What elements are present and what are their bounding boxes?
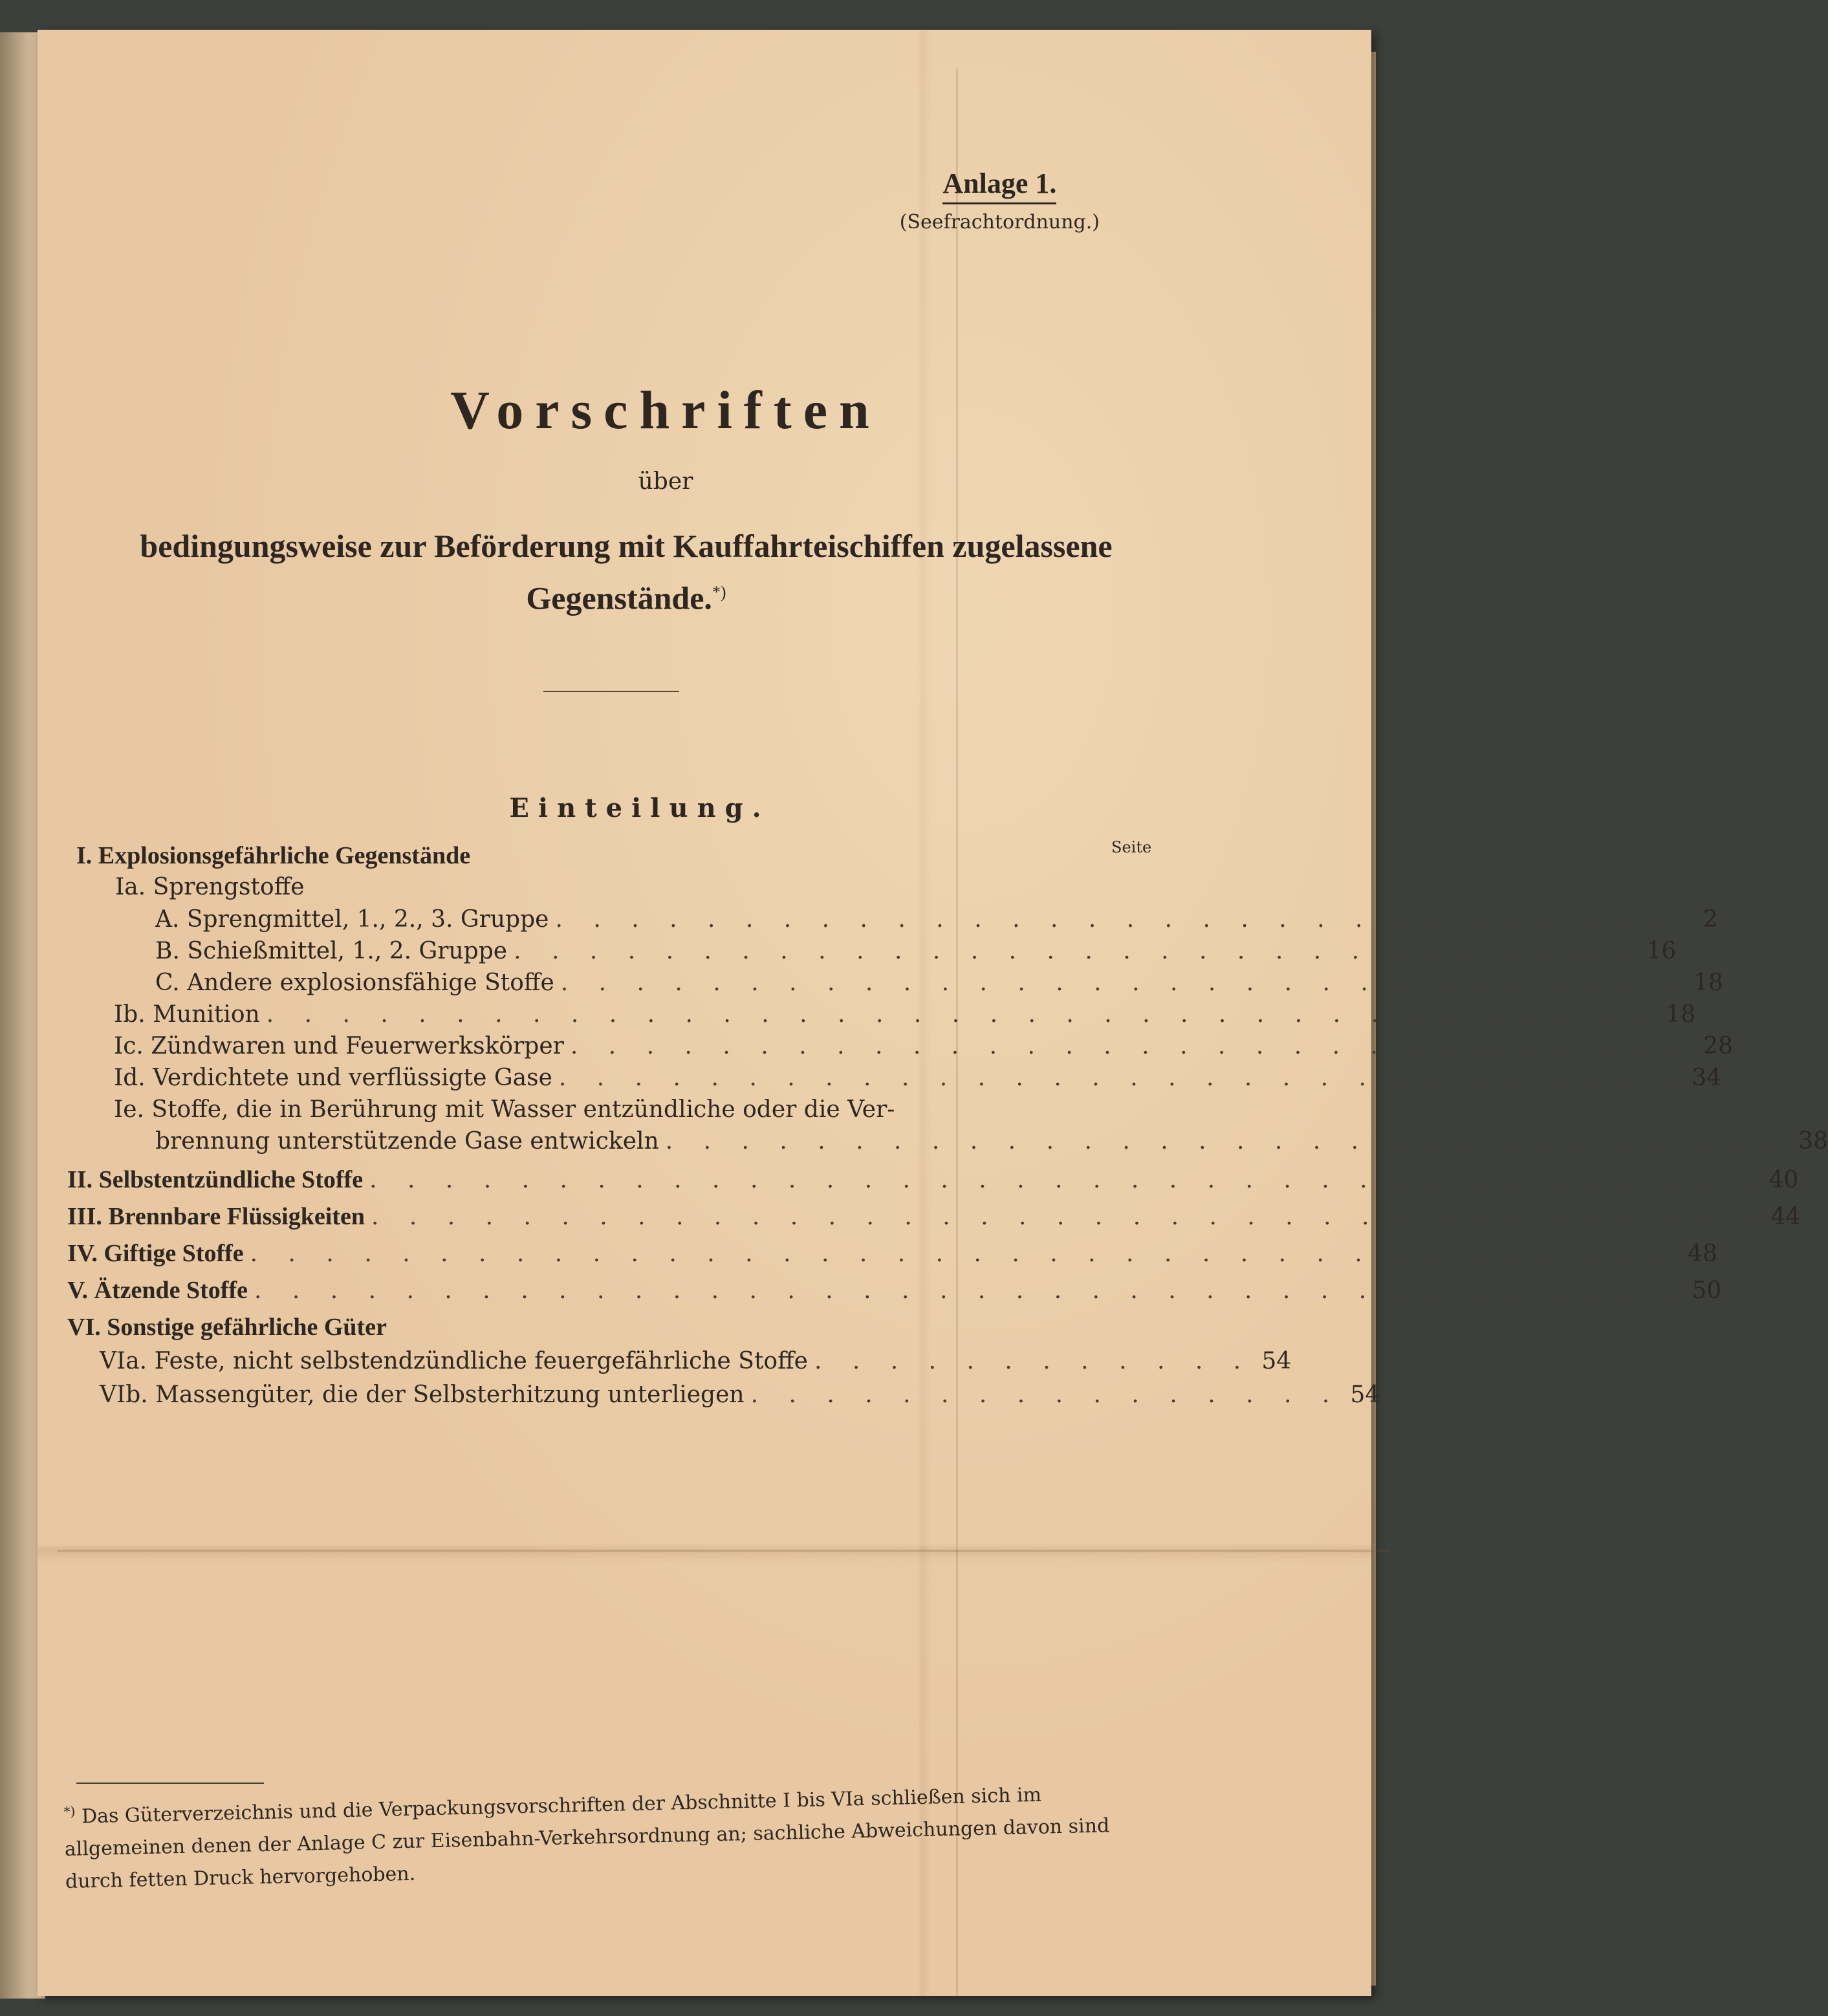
toc-entry bbox=[67, 1313, 908, 1341]
leader-dots: . . . . . . . . . . . . . . . . . . . . . . . . . . . . . . bbox=[555, 906, 1679, 933]
toc-entry-label: VIa. Feste, nicht selbstendzündliche feuergefährliche Stoffe bbox=[100, 1348, 808, 1374]
toc-entry-label: III. Brennbare Flüssigkeiten bbox=[67, 1203, 365, 1230]
toc-entry bbox=[155, 938, 1677, 964]
footnote-reference: *) bbox=[712, 583, 726, 602]
toc-entry-label: B. Schießmittel, 1., 2. Gruppe bbox=[155, 938, 508, 964]
toc-entry bbox=[67, 1202, 1801, 1231]
toc-entry-page: 18 bbox=[1693, 970, 1723, 996]
toc-entry-label: V. Ätzende Stoffe bbox=[67, 1277, 248, 1304]
toc-entry-page: 54 bbox=[1261, 1348, 1292, 1374]
leader-dots: . . . . . . . . . . . . . . . . . . . . . . . . . . . . . . bbox=[560, 970, 1684, 996]
toc-entry-label: Ib. Munition bbox=[114, 1001, 260, 1028]
toc-entry-page: 44 bbox=[1770, 1204, 1801, 1230]
toc-entry bbox=[114, 1001, 1696, 1028]
toc-entry-page: 54 bbox=[1350, 1382, 1380, 1408]
page-title: Vorschriften bbox=[450, 380, 881, 440]
toc-entry-page: 18 bbox=[1666, 1001, 1696, 1028]
title-connector: über bbox=[638, 468, 693, 495]
document-subtitle bbox=[109, 523, 1144, 622]
toc-entry bbox=[155, 1128, 1828, 1154]
toc-entry bbox=[155, 970, 1723, 996]
toc-entry-page: 40 bbox=[1768, 1167, 1799, 1193]
leader-dots: . . . . . . . . . . . . . . . . . . . . . . . . . . . . . . bbox=[665, 1128, 1789, 1154]
subtitle-line-2-text: Gegenstände. bbox=[526, 580, 712, 616]
annex-title: Anlage 1. bbox=[942, 167, 1056, 204]
toc-entry-label: VI. Sonstige gefährliche Güter bbox=[67, 1314, 387, 1341]
subtitle-line-2 bbox=[109, 569, 1144, 622]
annex-subtitle: (Seefrachtordnung.) bbox=[899, 211, 1100, 233]
toc-entry bbox=[115, 874, 956, 900]
toc-entry-page: 28 bbox=[1703, 1033, 1734, 1059]
subtitle-line-1: bedingungsweise zur Beförderung mit Kauffahrteischiffen zugelassene bbox=[140, 528, 1113, 564]
leader-dots: . . . . . . . . . . . . . . . . . . . . . . . . . . . . . . . . . . . . . bbox=[371, 1204, 1762, 1230]
annex-label bbox=[900, 167, 1100, 233]
leader-dots: . . . . . . . . . . . . . . . . . . . . . . . . . . . . . . . . . . . . . . bbox=[254, 1277, 1683, 1304]
toc-entry bbox=[114, 1033, 1734, 1059]
toc-entry bbox=[155, 906, 1718, 933]
footnote-text: Das Güterverzeichnis und die Verpackungsvorschriften der Abschnitte I bis VIa schließen sich im allgemeinen denen der Anlage C zur Eisenbahn-Verkehrsordnung an; sachliche Abweichungen davon sind durch fetten Druck hervorgehoben. bbox=[64, 1783, 1110, 1893]
toc-entry-page: 50 bbox=[1692, 1277, 1722, 1304]
toc-entry bbox=[67, 1165, 1799, 1194]
toc-entry-page: 16 bbox=[1646, 938, 1677, 964]
toc-entry bbox=[67, 1239, 1717, 1268]
toc-entry-label: Id. Verdichtete und verflüssigte Gase bbox=[114, 1065, 552, 1091]
toc-entry bbox=[114, 1065, 1722, 1091]
toc-entry-label: C. Andere explosionsfähige Stoffe bbox=[155, 970, 554, 996]
toc-entry bbox=[100, 1348, 1292, 1374]
toc-entry-label: VIb. Massengüter, die der Selbsterhitzung unterliegen bbox=[100, 1382, 745, 1408]
toc-entry-label: Ia. Sprengstoffe bbox=[115, 874, 305, 900]
leader-dots: . . . . . . . . . . . . . . . . . . . . . . . . . . . . . . . . . . . . . bbox=[369, 1167, 1760, 1193]
toc-entry-label: IV. Giftige Stoffe bbox=[67, 1240, 244, 1267]
toc-entry bbox=[100, 1382, 1380, 1408]
leader-dots: . . . . . . . . . . . . bbox=[814, 1348, 1253, 1374]
leader-dots: . . . . . . . . . . . . . . . . . . . . . . . . . . . . . . . . . . . . . bbox=[266, 1001, 1657, 1028]
toc-entry bbox=[114, 1096, 1151, 1123]
toc-entry-label: Ie. Stoffe, die in Berührung mit Wasser entzündliche oder die Ver- bbox=[114, 1096, 895, 1123]
contents-heading: Einteilung. bbox=[509, 793, 770, 823]
toc-entry-label: II. Selbstentzündliche Stoffe bbox=[67, 1166, 364, 1193]
document-page bbox=[38, 30, 1828, 1996]
toc-entry-label: Ic. Zündwaren und Feuerwerkskörper bbox=[114, 1033, 564, 1059]
leader-dots: . . . . . . . . . . . . . . . . bbox=[750, 1382, 1342, 1408]
toc-entry bbox=[76, 841, 917, 870]
leader-dots: . . . . . . . . . . . . . . . . . . . . . . . . . . . . . . . . . . . . . . bbox=[250, 1241, 1679, 1267]
leader-dots: . . . . . . . . . . . . . . . . . . . . . . . . . . . . . . bbox=[558, 1065, 1683, 1091]
toc-entry-label: A. Sprengmittel, 1., 2., 3. Gruppe bbox=[155, 906, 549, 933]
horizontal-fold-crease bbox=[57, 1550, 1389, 1552]
footnote-mark: *) bbox=[63, 1803, 76, 1819]
section-divider bbox=[543, 691, 679, 692]
toc-entry-page: 48 bbox=[1688, 1241, 1717, 1267]
toc-entry-page: 2 bbox=[1703, 906, 1718, 933]
vertical-fold-crease bbox=[956, 69, 958, 1996]
toc-entry-label: I. Explosionsgefährliche Gegenstände bbox=[76, 842, 471, 869]
toc-entry-label: brennung unterstützende Gase entwickeln bbox=[155, 1128, 659, 1154]
toc-entry-page: 38 bbox=[1798, 1128, 1828, 1154]
leader-dots: . . . . . . . . . . . . . . . . . . . . . . . . . . . . . . bbox=[514, 938, 1638, 964]
footnote bbox=[63, 1771, 1152, 1898]
footnote-divider bbox=[76, 1783, 264, 1784]
leader-dots: . . . . . . . . . . . . . . . . . . . . . . . . . . . . . . bbox=[570, 1033, 1695, 1059]
page-column-label: Seite bbox=[1111, 838, 1152, 856]
toc-entry bbox=[67, 1276, 1722, 1305]
toc-entry-page: 34 bbox=[1692, 1065, 1722, 1091]
